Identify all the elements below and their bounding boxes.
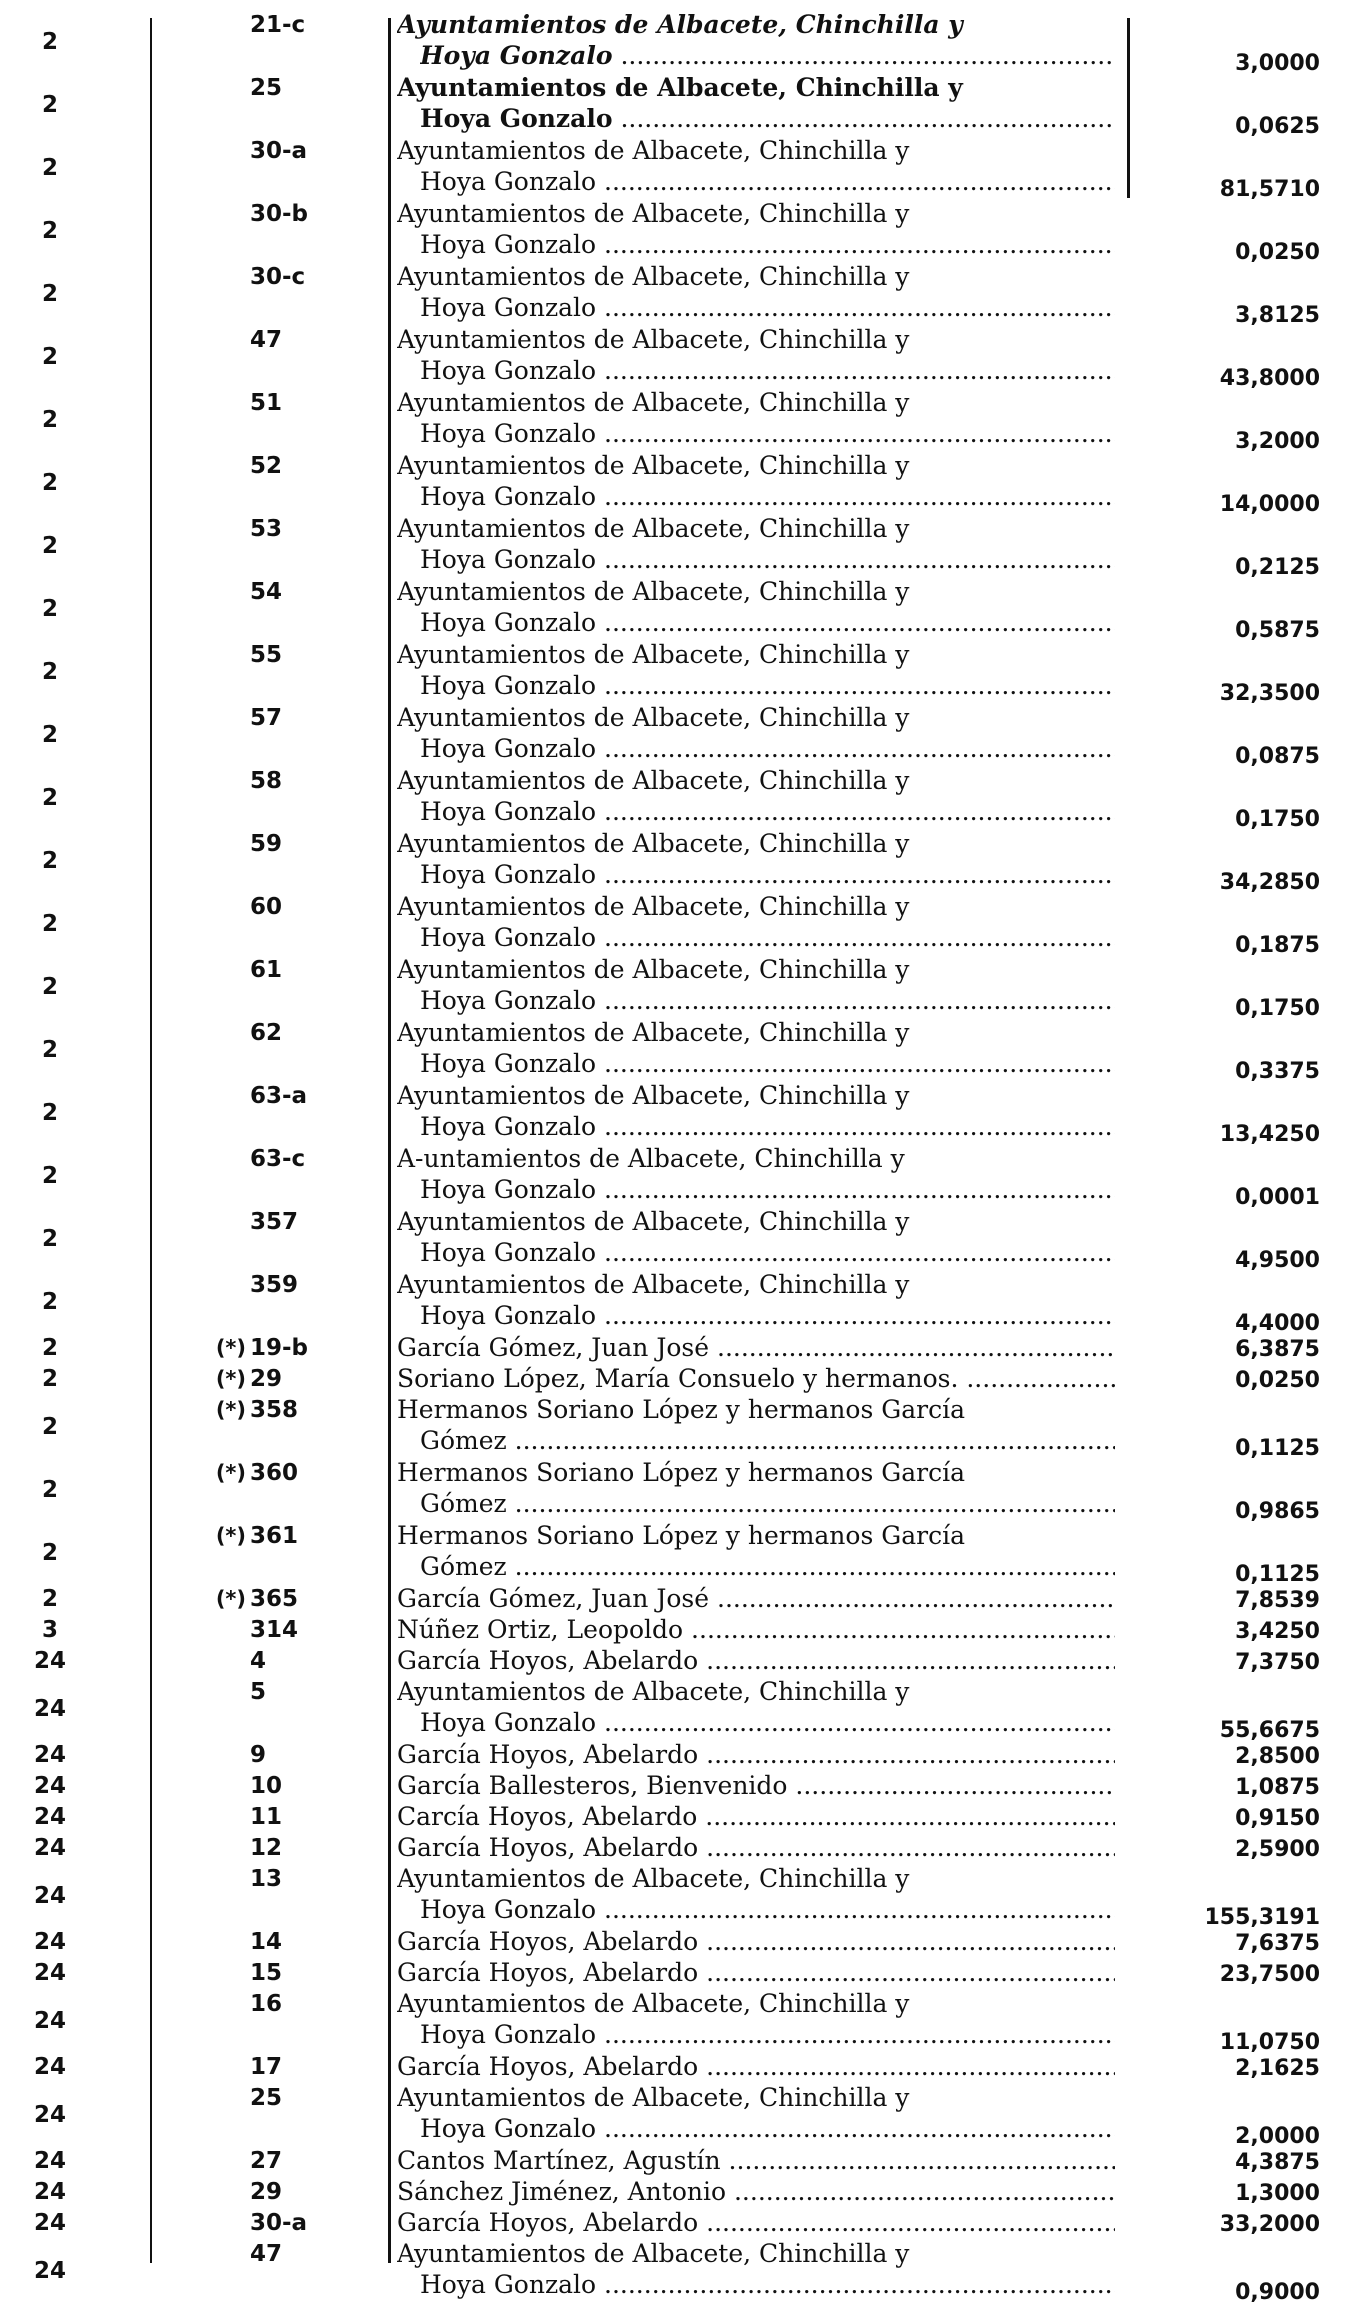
owner-name: Ayuntamientos de Albacete, Chinchilla y: [397, 1270, 910, 1299]
polygon-number: 24: [33, 2007, 66, 2034]
owner-name: Ayuntamientos de Albacete, Chinchilla y: [397, 388, 910, 417]
parcel-number: 51: [250, 390, 283, 416]
polygon-number: 2: [41, 1099, 58, 1126]
surface-value: 0,5875: [1235, 617, 1320, 643]
parcel-number: 29: [250, 2179, 283, 2205]
surface-value: 7,6375: [1235, 1931, 1320, 1956]
surface-value: 0,9000: [1235, 2279, 1320, 2305]
owner-name: Sánchez Jiménez, Antonio .....: [397, 2177, 1115, 2207]
polygon-number: 24: [33, 2210, 66, 2236]
owner-name-continued: Hoya Gonzalo .....: [420, 923, 1115, 953]
owner-name-continued: Hoya Gonzalo .....: [420, 2114, 1115, 2144]
table-row: [0, 451, 1355, 517]
owner-name-continued: Hoya Gonzalo .....: [420, 41, 1115, 71]
surface-value: 2,8500: [1235, 1744, 1320, 1769]
owner-name: Ayuntamientos de Albacete, Chinchilla y: [397, 2239, 910, 2268]
owner-name: Ayuntamientos de Albacete, Chinchilla y: [397, 640, 910, 669]
owner-name-continued: Hoya Gonzalo .....: [420, 797, 1115, 827]
owner-name-continued: Hoya Gonzalo .....: [420, 104, 1115, 134]
polygon-number: 24: [33, 2101, 66, 2128]
owner-name: Núñez Ortiz, Leopoldo .....: [397, 1615, 1115, 1645]
owner-name: Carcía Hoyos, Abelardo .....: [397, 1802, 1115, 1832]
parcel-number: 53: [250, 516, 283, 542]
surface-value: 3,2000: [1235, 428, 1320, 454]
parcel-number: 359: [250, 1272, 299, 1298]
surface-value: 43,8000: [1219, 365, 1320, 391]
note-marker: (*): [215, 1524, 246, 1548]
owner-name: Cantos Martínez, Agustín .....: [397, 2146, 1115, 2176]
owner-name: Ayuntamientos de Albacete, Chinchilla y: [397, 73, 963, 102]
parcel-number: 47: [250, 327, 283, 353]
table-row: [0, 1144, 1355, 1210]
parcel-number: 14: [250, 1929, 283, 1955]
surface-value: 2,1625: [1235, 2056, 1320, 2081]
table-row: [0, 766, 1355, 832]
owner-name-continued: Hoya Gonzalo .....: [420, 986, 1115, 1016]
owner-name-continued: Hoya Gonzalo .....: [420, 2270, 1115, 2300]
table-row: [0, 1958, 1355, 1989]
polygon-number: 24: [33, 1835, 66, 1861]
table-row: [0, 640, 1355, 706]
surface-value: 2,5900: [1235, 1837, 1320, 1862]
parcel-number: 5: [250, 1679, 267, 1705]
polygon-number: 24: [33, 1882, 66, 1909]
surface-value: 7,8539: [1235, 1588, 1320, 1613]
polygon-number: 2: [41, 91, 58, 118]
owner-name: Ayuntamientos de Albacete, Chinchilla y: [397, 325, 910, 354]
surface-value: 33,2000: [1219, 2212, 1320, 2237]
table-row: [0, 1802, 1355, 1833]
polygon-number: 24: [33, 1648, 66, 1674]
table-row: [0, 1989, 1355, 2055]
surface-value: 3,4250: [1235, 1619, 1320, 1644]
table-row: [0, 1018, 1355, 1084]
polygon-number: 24: [33, 2148, 66, 2174]
owner-name-continued: Hoya Gonzalo .....: [420, 860, 1115, 890]
owner-name-continued: Hoya Gonzalo .....: [420, 1049, 1115, 1079]
owner-name-continued: Hoya Gonzalo .....: [420, 608, 1115, 638]
polygon-number: 2: [41, 1476, 58, 1503]
table-row: [0, 2177, 1355, 2208]
owner-name: Hermanos Soriano López y hermanos García: [397, 1458, 965, 1487]
parcel-number: 12: [250, 1835, 283, 1861]
surface-value: 4,3875: [1235, 2150, 1320, 2175]
table-row: [0, 199, 1355, 265]
surface-value: 0,1875: [1235, 932, 1320, 958]
surface-value: 0,0250: [1235, 239, 1320, 265]
owner-name-continued: Gómez .....: [420, 1426, 1115, 1456]
owner-name: García Hoyos, Abelardo .....: [397, 1927, 1115, 1957]
parcel-number: 60: [250, 894, 283, 920]
table-row: [0, 1615, 1355, 1646]
surface-value: 32,3500: [1219, 680, 1320, 706]
note-marker: (*): [215, 1367, 246, 1391]
parcel-number: 361: [250, 1523, 299, 1549]
surface-value: 0,9865: [1235, 1498, 1320, 1524]
surface-value: 0,1750: [1235, 806, 1320, 832]
parcel-number: 57: [250, 705, 283, 731]
surface-value: 1,3000: [1235, 2181, 1320, 2206]
polygon-number: 2: [41, 343, 58, 370]
surface-value: 14,0000: [1219, 491, 1320, 517]
parcel-number: 30-b: [250, 201, 309, 227]
owner-name: García Hoyos, Abelardo .....: [397, 2208, 1115, 2238]
parcel-number: 365: [250, 1586, 299, 1612]
parcel-number: 63-c: [250, 1146, 306, 1172]
table-row: [0, 1395, 1355, 1461]
parcel-number: 47: [250, 2241, 283, 2267]
owner-name: Ayuntamientos de Albacete, Chinchilla y: [397, 1864, 910, 1893]
parcel-number: 30-a: [250, 2210, 308, 2236]
parcel-number: 29: [250, 1366, 283, 1392]
owner-name: García Hoyos, Abelardo .....: [397, 2052, 1115, 2082]
polygon-number: 2: [41, 280, 58, 307]
surface-value: 13,4250: [1219, 1121, 1320, 1147]
owner-name-continued: Hoya Gonzalo .....: [420, 671, 1115, 701]
table-row: [0, 514, 1355, 580]
surface-value: 3,0000: [1235, 50, 1320, 76]
surface-value: 34,2850: [1219, 869, 1320, 895]
parcel-number: 360: [250, 1460, 299, 1486]
polygon-number: 2: [41, 784, 58, 811]
owner-name: Hermanos Soriano López y hermanos García: [397, 1395, 965, 1424]
polygon-number: 24: [33, 1742, 66, 1768]
owner-name: García Gómez, Juan José .....: [397, 1584, 1115, 1614]
owner-name: Ayuntamientos de Albacete, Chinchilla y: [397, 262, 910, 291]
surface-value: 23,7500: [1219, 1962, 1320, 1987]
owner-name-continued: Hoya Gonzalo .....: [420, 419, 1115, 449]
polygon-number: 2: [41, 1288, 58, 1315]
owner-name: García Ballesteros, Bienvenido .....: [397, 1771, 1115, 1801]
surface-value: 0,0625: [1235, 113, 1320, 139]
parcel-number: 16: [250, 1991, 283, 2017]
owner-name: Ayuntamientos de Albacete, Chinchilla y: [397, 199, 910, 228]
surface-value: 0,2125: [1235, 554, 1320, 580]
surface-value: 0,1125: [1235, 1561, 1320, 1587]
surface-value: 11,0750: [1219, 2029, 1320, 2055]
owner-name-continued: Hoya Gonzalo .....: [420, 1238, 1115, 1268]
owner-name: Ayuntamientos de Albacete, Chinchilla y: [397, 1018, 910, 1047]
table-row: [0, 1740, 1355, 1771]
parcel-number: 62: [250, 1020, 283, 1046]
surface-value: 55,6675: [1219, 1717, 1320, 1743]
owner-name-continued: Hoya Gonzalo .....: [420, 1895, 1115, 1925]
polygon-number: 2: [41, 847, 58, 874]
surface-value: 0,0001: [1235, 1184, 1320, 1210]
owner-name: García Hoyos, Abelardo .....: [397, 1740, 1115, 1770]
parcel-number: 357: [250, 1209, 299, 1235]
polygon-number: 2: [41, 1539, 58, 1566]
table-row: [0, 2239, 1355, 2305]
owner-name-continued: Hoya Gonzalo .....: [420, 482, 1115, 512]
table-row: [0, 1771, 1355, 1802]
polygon-number: 24: [33, 1804, 66, 1830]
owner-name: Ayuntamientos de Albacete, Chinchilla y: [397, 10, 963, 39]
note-marker: (*): [215, 1336, 246, 1360]
parcel-number: 30-c: [250, 264, 306, 290]
owner-name-continued: Hoya Gonzalo .....: [420, 1708, 1115, 1738]
parcel-number: 63-a: [250, 1083, 308, 1109]
owner-name: García Hoyos, Abelardo .....: [397, 1958, 1115, 1988]
owner-name: Hermanos Soriano López y hermanos García: [397, 1521, 965, 1550]
table-row: [0, 1333, 1355, 1364]
polygon-number: 2: [41, 406, 58, 433]
parcel-number: 4: [250, 1648, 267, 1674]
table-row: [0, 1584, 1355, 1615]
table-row: [0, 1521, 1355, 1587]
parcel-number: 30-a: [250, 138, 308, 164]
parcel-number: 10: [250, 1773, 283, 1799]
note-marker: (*): [215, 1461, 246, 1485]
parcel-number: 59: [250, 831, 283, 857]
table-row: [0, 955, 1355, 1021]
parcel-number: 19-b: [250, 1335, 309, 1361]
polygon-number: 2: [41, 1366, 58, 1392]
surface-value: 2,0000: [1235, 2123, 1320, 2149]
polygon-number: 2: [41, 1586, 58, 1612]
owner-name: Soriano López, María Consuelo y hermanos. .....: [397, 1364, 1115, 1394]
parcel-number: 52: [250, 453, 283, 479]
parcel-number: 9: [250, 1742, 267, 1768]
table-row: [0, 2083, 1355, 2149]
polygon-number: 2: [41, 1413, 58, 1440]
owner-name-continued: Hoya Gonzalo .....: [420, 293, 1115, 323]
owner-name: Ayuntamientos de Albacete, Chinchilla y: [397, 1081, 910, 1110]
owner-name: Ayuntamientos de Albacete, Chinchilla y: [397, 955, 910, 984]
table-row: [0, 703, 1355, 769]
owner-name: Ayuntamientos de Albacete, Chinchilla y: [397, 1677, 910, 1706]
surface-value: 7,3750: [1235, 1650, 1320, 1675]
table-row: [0, 829, 1355, 895]
polygon-number: 2: [41, 28, 58, 55]
parcel-number: 11: [250, 1804, 283, 1830]
surface-value: 155,3191: [1204, 1904, 1320, 1930]
owner-name: Ayuntamientos de Albacete, Chinchilla y: [397, 1207, 910, 1236]
parcel-number: 54: [250, 579, 283, 605]
table-row: [0, 325, 1355, 391]
parcel-number: 17: [250, 2054, 283, 2080]
polygon-number: 2: [41, 1335, 58, 1361]
surface-value: 0,0250: [1235, 1368, 1320, 1393]
table-row: [0, 2208, 1355, 2239]
polygon-number: 24: [33, 1773, 66, 1799]
polygon-number: 24: [33, 1695, 66, 1722]
owner-name: Ayuntamientos de Albacete, Chinchilla y: [397, 577, 910, 606]
owner-name: Ayuntamientos de Albacete, Chinchilla y: [397, 514, 910, 543]
surface-value: 0,1125: [1235, 1435, 1320, 1461]
polygon-number: 2: [41, 721, 58, 748]
parcel-number: 314: [250, 1617, 299, 1643]
table-row: [0, 1270, 1355, 1336]
polygon-number: 24: [33, 1929, 66, 1955]
polygon-number: 2: [41, 1036, 58, 1063]
owner-name-continued: Gómez .....: [420, 1552, 1115, 1582]
table-row: [0, 388, 1355, 454]
parcel-number: 61: [250, 957, 283, 983]
table-row: [0, 262, 1355, 328]
table-row: [0, 1646, 1355, 1677]
table-row: [0, 577, 1355, 643]
polygon-number: 2: [41, 217, 58, 244]
polygon-number: 2: [41, 1225, 58, 1252]
table-row: [0, 1833, 1355, 1864]
parcel-number: 25: [250, 75, 283, 101]
owner-name: García Hoyos, Abelardo .....: [397, 1833, 1115, 1863]
owner-name: Ayuntamientos de Albacete, Chinchilla y: [397, 136, 910, 165]
parcel-number: 13: [250, 1866, 283, 1892]
owner-name: A-untamientos de Albacete, Chinchilla y: [397, 1144, 905, 1173]
owner-name-continued: Hoya Gonzalo .....: [420, 230, 1115, 260]
owner-name: Ayuntamientos de Albacete, Chinchilla y: [397, 451, 910, 480]
owner-name-continued: Hoya Gonzalo .....: [420, 734, 1115, 764]
table-row: [0, 1364, 1355, 1395]
polygon-number: 2: [41, 532, 58, 559]
surface-value: 0,3375: [1235, 1058, 1320, 1084]
surface-value: 3,8125: [1235, 302, 1320, 328]
table-row: [0, 1081, 1355, 1147]
parcel-number: 58: [250, 768, 283, 794]
table-row: [0, 1927, 1355, 1958]
polygon-number: 24: [33, 2179, 66, 2205]
polygon-number: 24: [33, 1960, 66, 1986]
parcel-number: 27: [250, 2148, 283, 2174]
owner-name: Ayuntamientos de Albacete, Chinchilla y: [397, 829, 910, 858]
polygon-number: 24: [33, 2257, 66, 2284]
owner-name-continued: Hoya Gonzalo .....: [420, 167, 1115, 197]
owner-name-continued: Hoya Gonzalo .....: [420, 1112, 1115, 1142]
owner-name-continued: Hoya Gonzalo .....: [420, 1175, 1115, 1205]
parcel-number: 25: [250, 2085, 283, 2111]
table-row: [0, 73, 1355, 139]
polygon-number: 2: [41, 154, 58, 181]
parcel-number: 15: [250, 1960, 283, 1986]
table-row: [0, 1207, 1355, 1273]
polygon-number: 2: [41, 910, 58, 937]
polygon-number: 2: [41, 973, 58, 1000]
parcel-number: 21-c: [250, 12, 306, 38]
polygon-number: 3: [41, 1617, 58, 1643]
table-row: [0, 2146, 1355, 2177]
owner-name: Ayuntamientos de Albacete, Chinchilla y: [397, 892, 910, 921]
surface-value: 0,9150: [1235, 1806, 1320, 1831]
surface-value: 4,9500: [1235, 1247, 1320, 1273]
table-row: [0, 10, 1355, 76]
table-row: [0, 2052, 1355, 2083]
parcel-number: 55: [250, 642, 283, 668]
owner-name: García Gómez, Juan José .....: [397, 1333, 1115, 1363]
table-row: [0, 1677, 1355, 1743]
owner-name-continued: Hoya Gonzalo .....: [420, 1301, 1115, 1331]
owner-name: Ayuntamientos de Albacete, Chinchilla y: [397, 1989, 910, 2018]
note-marker: (*): [215, 1587, 246, 1611]
owner-name-continued: Hoya Gonzalo .....: [420, 545, 1115, 575]
surface-value: 0,1750: [1235, 995, 1320, 1021]
polygon-number: 2: [41, 469, 58, 496]
table-row: [0, 136, 1355, 202]
parcel-number: 358: [250, 1397, 299, 1423]
polygon-number: 2: [41, 595, 58, 622]
table-row: [0, 1458, 1355, 1524]
surface-value: 1,0875: [1235, 1775, 1320, 1800]
note-marker: (*): [215, 1398, 246, 1422]
polygon-number: 24: [33, 2054, 66, 2080]
owner-name: Ayuntamientos de Albacete, Chinchilla y: [397, 766, 910, 795]
polygon-number: 2: [41, 658, 58, 685]
owner-name: Ayuntamientos de Albacete, Chinchilla y: [397, 2083, 910, 2112]
surface-value: 81,5710: [1219, 176, 1320, 202]
owner-name-continued: Hoya Gonzalo .....: [420, 2020, 1115, 2050]
owner-name: Ayuntamientos de Albacete, Chinchilla y: [397, 703, 910, 732]
surface-value: 6,3875: [1235, 1337, 1320, 1362]
owner-name-continued: Gómez .....: [420, 1489, 1115, 1519]
polygon-number: 2: [41, 1162, 58, 1189]
owner-name-continued: Hoya Gonzalo .....: [420, 356, 1115, 386]
surface-value: 0,0875: [1235, 743, 1320, 769]
surface-value: 4,4000: [1235, 1310, 1320, 1336]
table-row: [0, 1864, 1355, 1930]
table-row: [0, 892, 1355, 958]
owner-name: García Hoyos, Abelardo .....: [397, 1646, 1115, 1676]
